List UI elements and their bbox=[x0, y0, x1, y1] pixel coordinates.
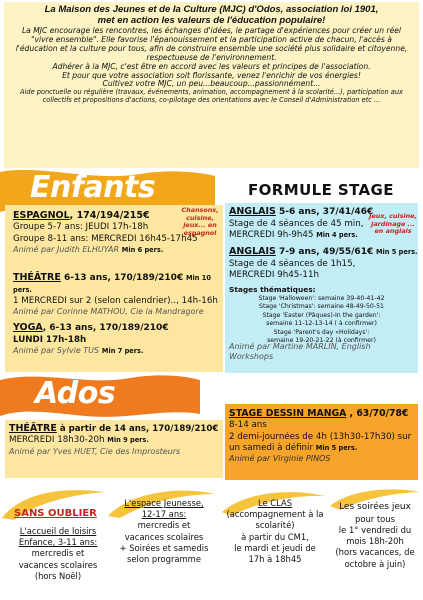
ados-banner-title: Ados bbox=[35, 376, 116, 411]
col2-line: selon programme bbox=[127, 553, 201, 564]
col2-line: + Soirées et samedis bbox=[119, 542, 209, 553]
theme-item: semaine 19-20-21-22 (à confirmer) bbox=[267, 337, 376, 345]
col3-line: le mardi et jeudi de bbox=[234, 542, 316, 553]
espagnol-price: , 174/194/215€ bbox=[69, 210, 150, 221]
anglais-anim bbox=[229, 342, 371, 363]
ados-theatre-price: à partir de 14 ans, 170/189/210€ bbox=[56, 424, 219, 434]
intro-box bbox=[4, 2, 419, 168]
enfants-banner-title: Enfants bbox=[30, 170, 156, 205]
theme-item: Stage 'Halloween': semaine 39-40-41-42 bbox=[258, 295, 385, 302]
manga-line-3: un samedi à définir bbox=[229, 442, 314, 453]
manga-title: STAGE DESSIN MANGA bbox=[229, 408, 347, 419]
anglais-1-price: 5-6 ans, 37/41/46€ bbox=[275, 207, 374, 217]
col2-line: 12-17 ans: bbox=[141, 509, 187, 520]
themes-section bbox=[229, 285, 414, 346]
anglais-1-line-2: MERCREDI 9h-9h45 bbox=[229, 230, 314, 240]
ados-theatre-title: THÉÂTRE bbox=[9, 423, 57, 434]
intro-para-4: Cultivez votre MJC, un peu...beaucoup...passionnément... bbox=[102, 79, 321, 89]
col1-line: L'accueil de loisirs bbox=[19, 526, 97, 536]
col1-line: Enfance, 3-11 ans: bbox=[18, 537, 98, 548]
theme-item: Stage 'Easter (Pâques)-In the garden': bbox=[262, 311, 381, 319]
espagnol-anim: Animé par Judith ELHUYAR bbox=[13, 244, 119, 254]
theatre-enfants-min: Min 10 pers. bbox=[13, 274, 211, 294]
col4-line: (hors vacances, de bbox=[335, 547, 415, 558]
bottom-col-2 bbox=[110, 498, 218, 565]
col4-line: octobre à juin) bbox=[344, 558, 406, 569]
intro-title-1: La Maison des Jeunes et de la Culture (MJC) d'Odos, association loi 1901, bbox=[44, 4, 379, 15]
bottom-col-3 bbox=[220, 498, 330, 565]
intro-title-2: met en action les valeurs de l'éducation populaire! bbox=[97, 15, 326, 27]
col1-line: vacances scolaires bbox=[18, 559, 98, 570]
theatre-enfants-anim: Animé par Corinne MATHOU, Cie la Mandragore bbox=[13, 307, 204, 317]
col3-line: (accompagnement à la bbox=[226, 509, 324, 520]
col1-line: (hors Noël) bbox=[34, 570, 82, 581]
manga-line-2: 2 demi-journées de 4h (13h30-17h30) sur bbox=[229, 431, 412, 442]
manga-anim: Animé par Virginie PINOS bbox=[229, 454, 331, 464]
ados-theatre-line-1: MERCREDI 18h30-20h bbox=[9, 435, 105, 446]
anglais-anim-line-1: Animé par Martine MARLIN, English bbox=[229, 342, 371, 351]
theatre-enfants-line-1: 1 MERCREDI sur 2 (selon calendrier).., 14h-16h bbox=[13, 296, 218, 306]
espagnol-title: ESPAGNOL bbox=[13, 210, 70, 221]
col4-line: le 1° vendredi du bbox=[338, 525, 412, 536]
col4-line: mois 18h-20h bbox=[346, 536, 404, 547]
anglais-1-line-1: Stage de 4 séances de 45 min, bbox=[229, 218, 364, 229]
anglais-2-line-1: Stage de 4 séances de 1h15, bbox=[229, 258, 356, 269]
yoga-anim: Animé par Sylvie TUS bbox=[13, 346, 100, 355]
anglais-note: Jeux, cuisine, jardinage ... en anglais bbox=[369, 212, 417, 236]
col3-line: à partir du CM1, bbox=[241, 531, 309, 542]
espagnol-line-1: Groupe 5-7 ans: JEUDI 17h-18h bbox=[13, 222, 149, 233]
col4-line: Les soirées jeux bbox=[339, 502, 411, 512]
col2-line: L'espace Jeunesse, bbox=[124, 498, 204, 508]
manga-min: Min 5 pers. bbox=[315, 443, 358, 452]
col2-line: mercredis et bbox=[137, 520, 191, 531]
anglais-2-line-2: MERCREDI 9h45-11h bbox=[229, 270, 319, 280]
col3-line: scolarité) bbox=[255, 520, 295, 531]
col2-line: vacances scolaires bbox=[124, 531, 204, 542]
anglais-1-min: Min 4 pers. bbox=[316, 231, 358, 239]
theatre-enfants-price: 6-13 ans, 170/189/210€ bbox=[60, 273, 184, 283]
yoga-section bbox=[13, 322, 223, 357]
theatre-enfants-section bbox=[13, 272, 223, 318]
theatre-enfants-title: THÉÂTRE bbox=[13, 272, 61, 283]
manga-line-1: 8-14 ans bbox=[229, 420, 267, 431]
anglais-2-section bbox=[229, 246, 419, 281]
manga-price: , 63/70/78€ bbox=[346, 408, 409, 419]
intro-para-2: Adhérer à la MJC, c'est être en accord avec les valeurs et principes de l'association. bbox=[52, 61, 371, 71]
themes-list bbox=[229, 295, 414, 346]
bottom-col-4 bbox=[330, 502, 420, 570]
yoga-line-1: LUNDI 17h-18h bbox=[13, 334, 87, 345]
anglais-2-price: 7-9 ans, 49/55/61€ bbox=[275, 247, 374, 257]
anglais-1-title: ANGLAIS bbox=[229, 206, 276, 217]
stage-banner: FORMULE STAGE bbox=[248, 181, 394, 199]
intro-para-5: Aide ponctuelle ou régulière (travaux, événements, animation, accompagnement à la scolarité...), participation aux collectifs et propositions d'actions, co-pilotage des orientations avec le Conseil d'Administration etc ... bbox=[20, 88, 403, 105]
theme-item: Stage 'Parent's day «Holidays': bbox=[273, 328, 370, 336]
anglais-2-title: ANGLAIS bbox=[229, 246, 276, 257]
espagnol-min: Min 6 pers. bbox=[121, 245, 164, 254]
col3-line: Le CLAS bbox=[257, 498, 293, 508]
ados-theatre-anim: Animé par Yves HUET, Cie des Improsteurs bbox=[9, 446, 181, 456]
theme-item: Stage 'Christmas': semaine 48-49-50-51 bbox=[259, 303, 384, 311]
anglais-1-section bbox=[229, 206, 379, 241]
bottom-col-1 bbox=[8, 526, 108, 582]
yoga-min: Min 7 pers. bbox=[101, 347, 144, 355]
ados-theatre-min: Min 9 pers. bbox=[107, 436, 149, 445]
espagnol-line-2: Groupe 8-11 ans: MERCREDI 16h45-17h45 bbox=[13, 233, 198, 244]
yoga-title: YOGA bbox=[13, 322, 43, 333]
yoga-price: , 6-13 ans, 170/189/210€ bbox=[42, 323, 169, 333]
anglais-anim-line-2: Workshops bbox=[229, 352, 274, 362]
theme-item: semaine 11-12-13-14 ( à confirmer) bbox=[266, 320, 377, 328]
ados-theatre-section bbox=[9, 423, 223, 457]
themes-title: Stages thématiques: bbox=[229, 285, 316, 294]
anglais-2-min: Min 5 pers. bbox=[375, 248, 418, 256]
manga-section bbox=[229, 408, 419, 465]
col1-line: mercredis et bbox=[31, 548, 85, 559]
intro-para-3: Et pour que votre association soit florissante, venez l'enrichir de vos énergies! bbox=[62, 70, 361, 80]
sans-oublier-title: SANS OUBLIER bbox=[14, 508, 97, 519]
intro-para-1: La MJC encourage les rencontres, les échanges d'idées, le partage d'expériences pour créer un réel "vivre ensemble". Elle favorise l'épanouissement et la participation active de chacun, l'accès à l'éducation et la culture pour tous, afin de construire ensemble une société plus solidaire et citoyenne, respectueuse de l'environnement. bbox=[15, 26, 408, 62]
col4-line: pour tous bbox=[355, 513, 395, 524]
col3-line: 17h à 18h45 bbox=[248, 553, 302, 564]
espagnol-note: Chansons, cuisine, jeux... en espagnol bbox=[181, 206, 219, 238]
